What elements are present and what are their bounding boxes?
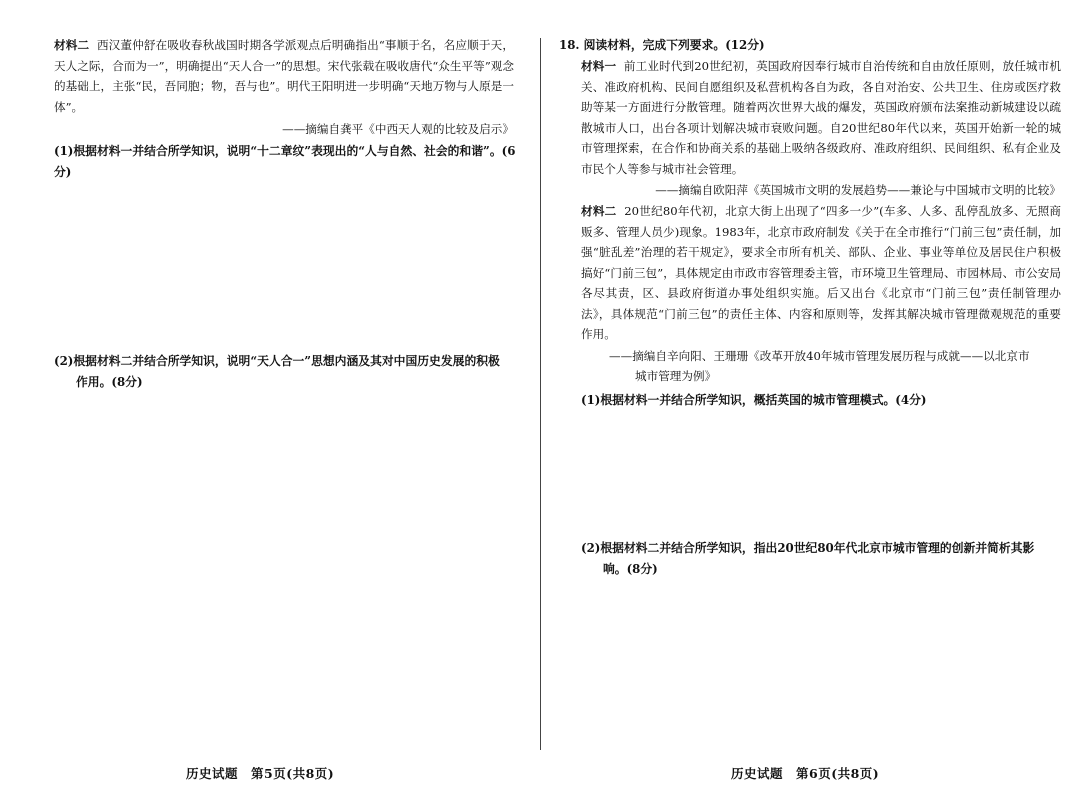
right-material1-text: 前工业时代到20世纪初，英国政府因奉行城市自治传统和自由放任原则，放任城市机关、准政府机构、民间自愿组织及私营机构各自为政，各自对治安、公共卫生、住房或医疗救助等某一方面进行分散管理。随着两次世界大战的爆发，英国政府颁布法案推动新城建设以疏散城市人口，出台各项计划解决城市衰败问题。自20世纪80年代以来，英国开始新一轮的城市管理探索，在合作和协商关系的基础上吸纳各级政府、准政府组织、民间组织、私有企业及市民个人等参与城市社会管理。 [581,59,1061,176]
left-material2-text: 西汉董仲舒在吸收春秋战国时期各学派观点后明确指出“事顺于名，名应顺于天，天人之际，合而为一”，明确提出“天人合一”的思想。宋代张载在吸收唐代“众生平等”观念的基础上，主张“民，吾同胞；物，吾与也”。明代王阳明进一步明确“天地万物与人原是一体”。 [54,38,514,114]
right-material2-text: 20世纪80年代初，北京大街上出现了“四多一少”(车多、人多、乱停乱放多、无照商贩多、管理人员少)现象。1983年，北京市政府制发《关于在全市推行“门前三包”责任制，加强“脏乱差”治理的若干规定》，要求全市所有机关、部队、企业、事业等单位及居民住户积极搞好“门前三包”，具体规定由市政市容管理委主管，市环境卫生管理局、市园林局、市公安局各尽其责，区、县政府街道办事处组织实施。后又出台《北京市“门前三包”责任制管理办法》，具体规范“门前三包”的责任主体、内容和原则等，发挥其解决城市管理微观规范的重要作用。 [581,204,1061,341]
left-page-footer: 历史试题 第5页(共8页) [186,766,335,781]
right-material1-paragraph [581,56,1061,179]
right-material2-label: 材料二 [581,204,617,218]
left-question-2 [54,351,524,392]
right-material1-source: ——摘编自欧阳萍《英国城市文明的发展趋势——兼论与中国城市文明的比较》 [655,183,1061,197]
right-question-2-line2: 响。(8分) [603,561,658,576]
question-18-title: 18. 阅读材料，完成下列要求。(12分) [559,38,765,52]
left-question-2-line1: (2)根据材料二并结合所学知识，说明“天人合一”思想内涵及其对中国历史发展的积极 [54,354,500,368]
right-material1-label: 材料一 [581,59,617,73]
right-question-1: (1)根据材料一并结合所学知识，概括英国的城市管理模式。(4分) [581,393,927,407]
right-question-2-line1: (2)根据材料二并结合所学知识，指出20世纪80年代北京市城市管理的创新并简析其影 [581,541,1035,555]
right-page-footer: 历史试题 第6页(共8页) [731,766,880,781]
right-question-2 [581,538,1081,579]
right-material2-source-line1: ——摘编自辛向阳、王珊珊《改革开放40年城市管理发展历程与成就——以北京市 [609,349,1030,363]
right-material2-source-line2: 城市管理为例》 [635,369,717,383]
left-page [0,0,540,800]
left-material2-source: ——摘编自龚平《中西天人观的比较及启示》 [282,122,514,136]
right-material2-source [609,346,1069,386]
right-material2-paragraph [581,201,1061,345]
right-page [541,0,1087,800]
left-question-1: (1)根据材料一并结合所学知识，说明“十二章纹”表现出的“人与自然、社会的和谐”。(6分) [54,144,516,179]
left-question-2-line2: 作用。(8分) [76,374,143,389]
left-material2-paragraph [54,35,514,117]
left-material2-label: 材料二 [54,38,90,52]
